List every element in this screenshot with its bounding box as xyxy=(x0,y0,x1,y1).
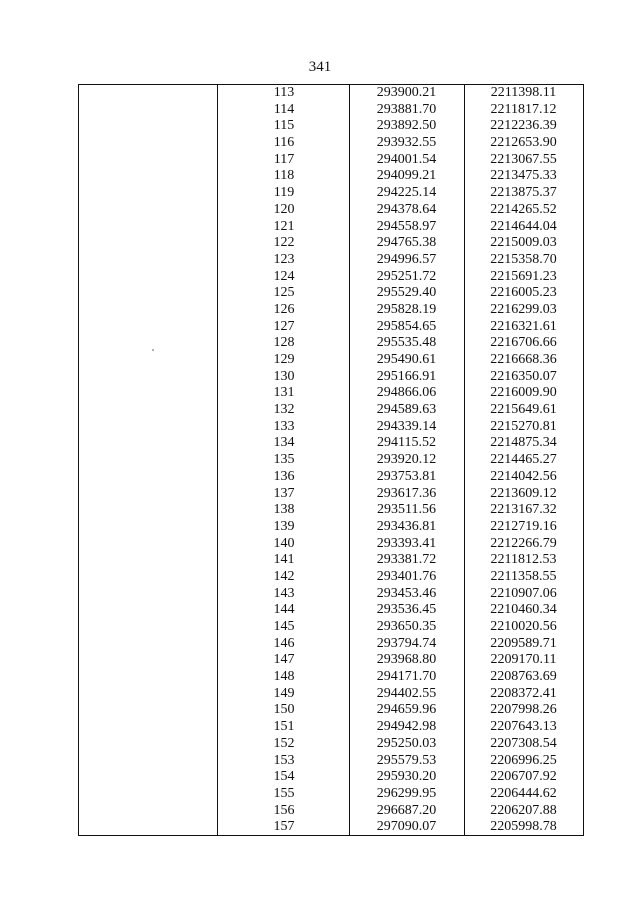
point-number-cell: 130 xyxy=(273,368,295,384)
table-row xyxy=(79,235,583,252)
x-coordinate-cell: 294378.64 xyxy=(376,201,437,217)
point-number-cell: 152 xyxy=(273,735,295,751)
table-row xyxy=(79,219,583,236)
table-row xyxy=(79,152,583,169)
x-coordinate-cell: 295529.40 xyxy=(376,285,437,301)
point-number-cell: 129 xyxy=(273,352,295,367)
y-coordinate-cell: 2215649.61 xyxy=(490,402,557,418)
y-coordinate-cell: 2213475.33 xyxy=(490,168,557,184)
y-coordinate-cell: 2205998.78 xyxy=(490,819,557,835)
point-number-cell: 128 xyxy=(273,335,295,351)
y-coordinate-cell: 2215358.70 xyxy=(490,251,557,267)
coordinate-table xyxy=(78,84,584,836)
page-number: 341 xyxy=(308,59,332,75)
point-number-cell: 156 xyxy=(273,802,295,818)
x-coordinate-cell: 293968.80 xyxy=(376,652,437,668)
point-number-cell: 140 xyxy=(273,535,295,551)
x-coordinate-cell: 294996.57 xyxy=(376,251,437,267)
table-row xyxy=(79,85,583,102)
y-coordinate-cell: 2216321.61 xyxy=(490,318,557,334)
x-coordinate-cell: 293753.81 xyxy=(376,468,437,484)
table-body xyxy=(79,85,583,836)
table-row xyxy=(79,469,583,486)
y-coordinate-cell: 2207998.26 xyxy=(490,702,557,718)
table-row xyxy=(79,552,583,569)
point-number-cell: 122 xyxy=(273,235,295,251)
point-number-cell: 119 xyxy=(273,185,295,201)
table-row xyxy=(79,269,583,286)
point-number-cell: 150 xyxy=(273,702,295,718)
y-coordinate-cell: 2216299.03 xyxy=(490,301,557,317)
point-number-cell: 148 xyxy=(273,669,295,685)
x-coordinate-cell: 293900.21 xyxy=(376,85,437,100)
point-number-cell: 124 xyxy=(273,268,295,284)
table-row xyxy=(79,719,583,736)
table-row xyxy=(79,369,583,386)
y-coordinate-cell: 2211817.12 xyxy=(490,101,557,117)
point-number-cell: 117 xyxy=(273,151,295,167)
x-coordinate-cell: 294115.52 xyxy=(377,435,436,451)
table-row xyxy=(79,686,583,703)
x-coordinate-cell: 297090.07 xyxy=(376,819,437,835)
y-coordinate-cell: 2211358.55 xyxy=(490,568,557,584)
y-coordinate-cell: 2208763.69 xyxy=(490,669,557,685)
point-number-cell: 114 xyxy=(273,101,295,117)
table-row xyxy=(79,352,583,369)
y-coordinate-cell: 2216005.23 xyxy=(490,285,557,301)
x-coordinate-cell: 294765.38 xyxy=(376,235,437,251)
point-number-cell: 136 xyxy=(273,468,295,484)
table-row xyxy=(79,385,583,402)
point-number-cell: 135 xyxy=(273,452,295,468)
y-coordinate-cell: 2213875.37 xyxy=(490,185,557,201)
x-coordinate-cell: 295828.19 xyxy=(376,301,437,317)
x-coordinate-cell: 293617.36 xyxy=(376,485,437,501)
x-coordinate-cell: 293932.55 xyxy=(376,135,437,151)
table-row xyxy=(79,168,583,185)
point-number-cell: 120 xyxy=(273,201,295,217)
table-row xyxy=(79,619,583,636)
x-coordinate-cell: 294558.97 xyxy=(376,218,437,234)
x-coordinate-cell: 293511.56 xyxy=(377,502,436,518)
y-coordinate-cell: 2208372.41 xyxy=(490,685,557,701)
y-coordinate-cell: 2215270.81 xyxy=(490,418,557,434)
table-row xyxy=(79,319,583,336)
x-coordinate-cell: 295251.72 xyxy=(376,268,437,284)
y-coordinate-cell: 2210020.56 xyxy=(490,619,557,634)
x-coordinate-cell: 295166.91 xyxy=(376,368,437,384)
x-coordinate-cell: 293381.72 xyxy=(376,552,437,568)
table-row xyxy=(79,786,583,803)
x-coordinate-cell: 293453.46 xyxy=(376,585,437,601)
table-row xyxy=(79,753,583,770)
x-coordinate-cell: 293650.35 xyxy=(376,619,437,634)
table-row xyxy=(79,803,583,820)
point-number-cell: 131 xyxy=(273,385,295,401)
y-coordinate-cell: 2214644.04 xyxy=(490,218,557,234)
table-row xyxy=(79,636,583,653)
x-coordinate-cell: 294402.55 xyxy=(376,685,437,701)
table-row xyxy=(79,185,583,202)
table-row xyxy=(79,502,583,519)
x-coordinate-cell: 295535.48 xyxy=(376,335,437,351)
y-coordinate-cell: 2211812.53 xyxy=(490,552,557,568)
y-coordinate-cell: 2207308.54 xyxy=(490,735,557,751)
table-row xyxy=(79,569,583,586)
x-coordinate-cell: 294001.54 xyxy=(376,151,437,167)
y-coordinate-cell: 2214265.52 xyxy=(490,201,557,217)
y-coordinate-cell: 2211398.11 xyxy=(490,85,557,100)
point-number-cell: 141 xyxy=(273,552,295,568)
x-coordinate-cell: 295579.53 xyxy=(376,752,437,768)
y-coordinate-cell: 2212719.16 xyxy=(490,518,557,534)
x-coordinate-cell: 293881.70 xyxy=(376,101,437,117)
point-number-cell: 139 xyxy=(273,518,295,534)
y-coordinate-cell: 2212653.90 xyxy=(490,135,557,151)
point-number-cell: 116 xyxy=(273,135,295,151)
x-coordinate-cell: 294866.06 xyxy=(376,385,437,401)
x-coordinate-cell: 294099.21 xyxy=(376,168,437,184)
point-number-cell: 142 xyxy=(273,568,295,584)
y-coordinate-cell: 2213167.32 xyxy=(490,502,557,518)
table-row xyxy=(79,252,583,269)
point-number-cell: 153 xyxy=(273,752,295,768)
point-number-cell: 113 xyxy=(273,85,295,100)
y-coordinate-cell: 2206996.25 xyxy=(490,752,557,768)
y-coordinate-cell: 2213067.55 xyxy=(490,151,557,167)
table-row xyxy=(79,419,583,436)
x-coordinate-cell: 294171.70 xyxy=(376,669,437,685)
x-coordinate-cell: 295930.20 xyxy=(376,769,437,785)
point-number-cell: 118 xyxy=(273,168,295,184)
point-number-cell: 151 xyxy=(273,719,295,735)
y-coordinate-cell: 2216706.66 xyxy=(490,335,557,351)
table-row xyxy=(79,202,583,219)
table-row xyxy=(79,435,583,452)
y-coordinate-cell: 2206207.88 xyxy=(490,802,557,818)
point-number-cell: 149 xyxy=(273,685,295,701)
point-number-cell: 132 xyxy=(273,402,295,418)
table-row xyxy=(79,586,583,603)
y-coordinate-cell: 2214465.27 xyxy=(490,452,557,468)
x-coordinate-cell: 294659.96 xyxy=(376,702,437,718)
table-row xyxy=(79,702,583,719)
y-coordinate-cell: 2216668.36 xyxy=(490,352,557,367)
x-coordinate-cell: 293920.12 xyxy=(376,452,437,468)
x-coordinate-cell: 295854.65 xyxy=(376,318,437,334)
y-coordinate-cell: 2215009.03 xyxy=(490,235,557,251)
point-number-cell: 137 xyxy=(273,485,295,501)
point-number-cell: 143 xyxy=(273,585,295,601)
y-coordinate-cell: 2209589.71 xyxy=(490,635,557,651)
point-number-cell: 154 xyxy=(273,769,295,785)
table-row xyxy=(79,536,583,553)
point-number-cell: 155 xyxy=(273,785,295,801)
y-coordinate-cell: 2214875.34 xyxy=(490,435,557,451)
y-coordinate-cell: 2210907.06 xyxy=(490,585,557,601)
table-row xyxy=(79,486,583,503)
point-number-cell: 157 xyxy=(273,819,295,835)
x-coordinate-cell: 295250.03 xyxy=(376,735,437,751)
y-coordinate-cell: 2210460.34 xyxy=(490,602,557,618)
point-number-cell: 127 xyxy=(273,318,295,334)
table-row xyxy=(79,819,583,836)
table-row xyxy=(79,118,583,135)
x-coordinate-cell: 293794.74 xyxy=(376,635,437,651)
x-coordinate-cell: 295490.61 xyxy=(376,352,437,367)
point-number-cell: 121 xyxy=(273,218,295,234)
y-coordinate-cell: 2206444.62 xyxy=(490,785,557,801)
table-row xyxy=(79,135,583,152)
table-row xyxy=(79,285,583,302)
point-number-cell: 138 xyxy=(273,502,295,518)
table-row xyxy=(79,769,583,786)
point-number-cell: 115 xyxy=(273,118,295,134)
point-number-cell: 147 xyxy=(273,652,295,668)
table-row xyxy=(79,736,583,753)
x-coordinate-cell: 296299.95 xyxy=(376,785,437,801)
x-coordinate-cell: 293393.41 xyxy=(376,535,437,551)
point-number-cell: 133 xyxy=(273,418,295,434)
table-row xyxy=(79,335,583,352)
point-number-cell: 126 xyxy=(273,301,295,317)
x-coordinate-cell: 293401.76 xyxy=(376,568,437,584)
y-coordinate-cell: 2212266.79 xyxy=(490,535,557,551)
table-row xyxy=(79,452,583,469)
table-row xyxy=(79,302,583,319)
point-number-cell: 145 xyxy=(273,619,295,634)
point-number-cell: 125 xyxy=(273,285,295,301)
x-coordinate-cell: 294589.63 xyxy=(376,402,437,418)
point-number-cell: 134 xyxy=(273,435,295,451)
point-number-cell: 146 xyxy=(273,635,295,651)
x-coordinate-cell: 294942.98 xyxy=(376,719,437,735)
table-row xyxy=(79,669,583,686)
point-number-cell: 123 xyxy=(273,251,295,267)
y-coordinate-cell: 2206707.92 xyxy=(490,769,557,785)
x-coordinate-cell: 294225.14 xyxy=(376,185,437,201)
table-row xyxy=(79,602,583,619)
y-coordinate-cell: 2209170.11 xyxy=(490,652,557,668)
table-row xyxy=(79,519,583,536)
x-coordinate-cell: 294339.14 xyxy=(376,418,437,434)
table-row xyxy=(79,102,583,119)
x-coordinate-cell: 296687.20 xyxy=(376,802,437,818)
table-row xyxy=(79,652,583,669)
y-coordinate-cell: 2213609.12 xyxy=(490,485,557,501)
x-coordinate-cell: 293892.50 xyxy=(376,118,437,134)
y-coordinate-cell: 2216350.07 xyxy=(490,368,557,384)
x-coordinate-cell: 293536.45 xyxy=(376,602,437,618)
y-coordinate-cell: 2215691.23 xyxy=(490,268,557,284)
x-coordinate-cell: 293436.81 xyxy=(376,518,437,534)
y-coordinate-cell: 2216009.90 xyxy=(490,385,557,401)
table-row xyxy=(79,402,583,419)
point-number-cell: 144 xyxy=(273,602,295,618)
y-coordinate-cell: 2214042.56 xyxy=(490,468,557,484)
y-coordinate-cell: 2207643.13 xyxy=(490,719,557,735)
y-coordinate-cell: 2212236.39 xyxy=(490,118,557,134)
scan-speck xyxy=(152,349,154,351)
